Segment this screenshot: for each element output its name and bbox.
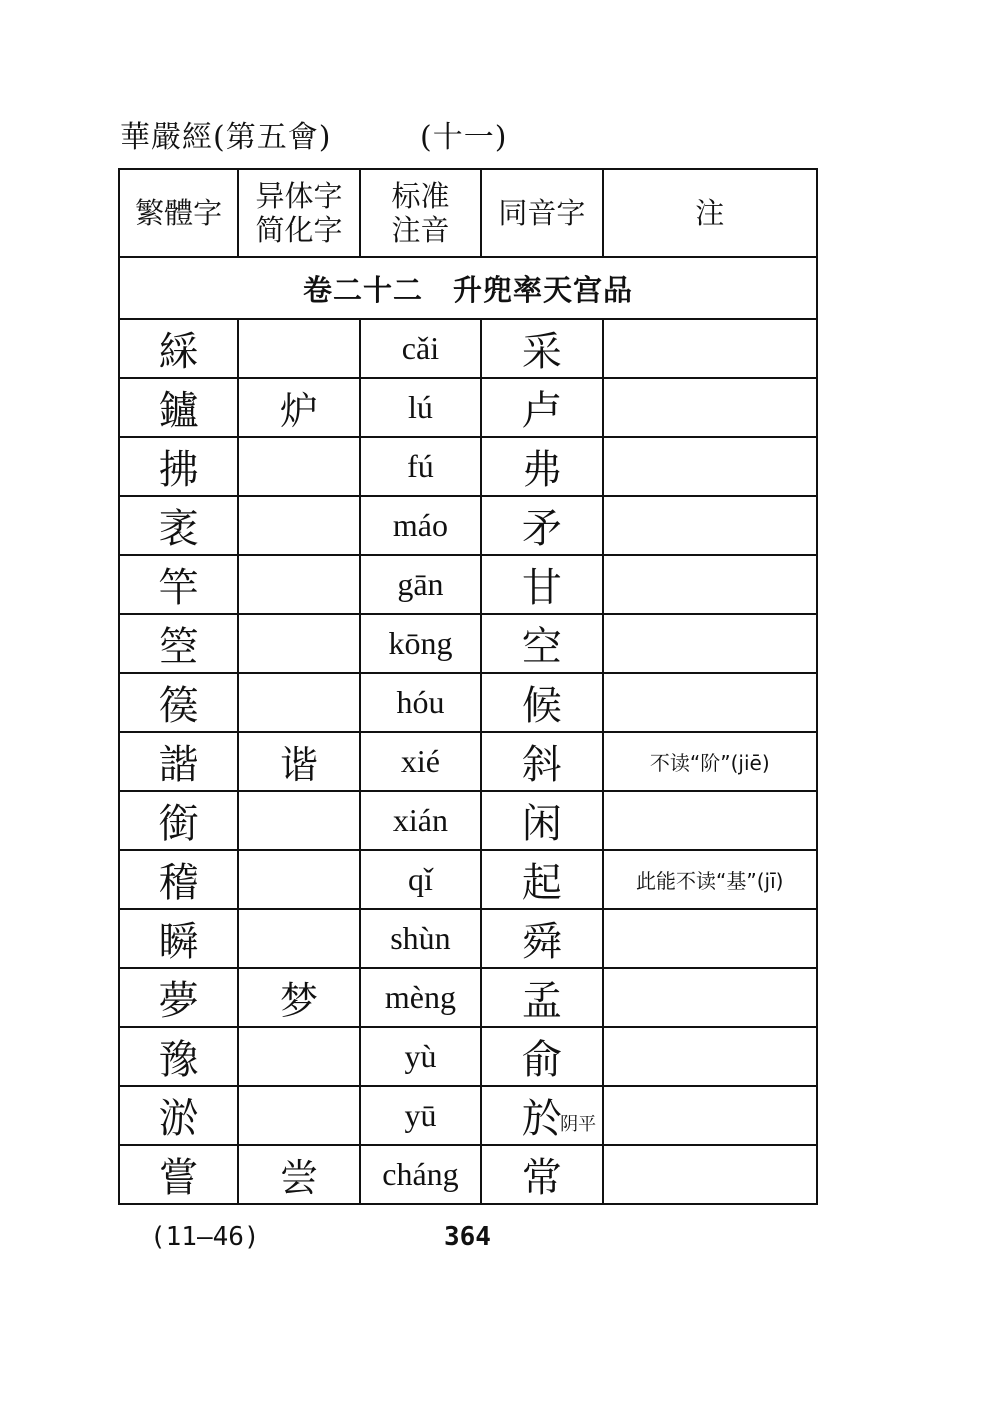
homophone-text: 甘 — [521, 565, 562, 611]
traditional-char-cell — [119, 614, 238, 673]
traditional-char-cell — [119, 732, 238, 791]
homophone-text: 空 — [521, 624, 562, 670]
pinyin-text: fú — [407, 448, 434, 484]
traditional-char-text: 鑪 — [158, 388, 199, 434]
traditional-char-cell — [119, 1145, 238, 1204]
homophone-text: 斜 — [521, 742, 562, 788]
traditional-char-cell — [119, 555, 238, 614]
table-row — [119, 437, 817, 496]
traditional-char-text: 夢 — [158, 978, 199, 1024]
pinyin-cell — [360, 437, 481, 496]
traditional-char-cell — [119, 496, 238, 555]
traditional-char-cell — [119, 850, 238, 909]
homophone-text: 於 — [521, 1096, 562, 1142]
page-number: 364 — [444, 1222, 491, 1252]
homophone-text: 闲 — [521, 801, 562, 847]
col-header-variant — [238, 169, 359, 257]
pinyin-text: kōng — [388, 625, 453, 661]
variant-char-text: 梦 — [280, 979, 319, 1023]
pinyin-cell — [360, 732, 481, 791]
homophone-text: 弗 — [521, 447, 562, 493]
pinyin-cell — [360, 909, 481, 968]
homophone-cell — [481, 673, 602, 732]
variant-char-cell — [238, 1086, 359, 1145]
note-cell — [603, 791, 817, 850]
traditional-char-cell — [119, 319, 238, 378]
traditional-char-text: 銜 — [158, 801, 199, 847]
table-row — [119, 968, 817, 1027]
page-title: 華嚴經(第五會) — [120, 120, 332, 155]
traditional-char-text: 稽 — [158, 860, 199, 906]
col-header-variant-line1: 异体字 — [255, 179, 343, 213]
homophone-text: 候 — [521, 683, 562, 729]
table-row — [119, 614, 817, 673]
variant-char-cell — [238, 437, 359, 496]
pinyin-text: shùn — [390, 920, 451, 956]
note-cell — [603, 319, 817, 378]
table-row — [119, 909, 817, 968]
homophone-text: 卢 — [521, 388, 562, 434]
note-text: 不读“阶”(jiē) — [649, 751, 770, 775]
table-row — [119, 850, 817, 909]
homophone-cell — [481, 1145, 602, 1204]
homophone-text: 舜 — [521, 919, 562, 965]
table-row — [119, 791, 817, 850]
traditional-char-text: 篌 — [158, 683, 199, 729]
note-cell — [603, 1086, 817, 1145]
note-cell — [603, 968, 817, 1027]
note-text: 此能不读“基”(jī) — [636, 869, 784, 893]
pinyin-cell — [360, 968, 481, 1027]
pinyin-cell — [360, 673, 481, 732]
col-header-variant-line2: 简化字 — [255, 213, 343, 247]
traditional-char-cell — [119, 673, 238, 732]
homophone-text: 起 — [521, 860, 562, 906]
homophone-text: 矛 — [521, 506, 562, 552]
note-cell — [603, 1145, 817, 1204]
variant-char-cell — [238, 791, 359, 850]
table-row — [119, 1145, 817, 1204]
pinyin-cell — [360, 378, 481, 437]
variant-char-cell — [238, 673, 359, 732]
variant-char-cell — [238, 496, 359, 555]
variant-char-cell — [238, 555, 359, 614]
col-header-pinyin — [360, 169, 481, 257]
traditional-char-text: 竿 — [158, 565, 199, 611]
traditional-char-text: 袤 — [158, 506, 199, 552]
traditional-char-cell — [119, 968, 238, 1027]
pinyin-text: yù — [404, 1038, 437, 1074]
pinyin-text: yū — [404, 1097, 437, 1133]
variant-char-cell — [238, 378, 359, 437]
homophone-text: 孟 — [521, 978, 562, 1024]
note-cell — [603, 909, 817, 968]
tone-label: 阴平 — [560, 1114, 597, 1135]
pinyin-cell — [360, 496, 481, 555]
homophone-cell — [481, 614, 602, 673]
table-row — [119, 496, 817, 555]
traditional-char-text: 瞬 — [158, 919, 199, 965]
table-row — [119, 732, 817, 791]
homophone-text: 常 — [521, 1155, 562, 1201]
volume-number: (十一) — [420, 120, 508, 155]
traditional-char-text: 箜 — [158, 624, 199, 670]
glossary-table — [118, 168, 818, 1205]
note-cell — [603, 555, 817, 614]
traditional-char-cell — [119, 437, 238, 496]
traditional-char-cell — [119, 909, 238, 968]
pinyin-text: máo — [392, 507, 448, 543]
homophone-cell — [481, 968, 602, 1027]
traditional-char-text: 諧 — [158, 742, 199, 788]
variant-char-cell — [238, 850, 359, 909]
col-header-pinyin-line1: 标准 — [391, 179, 450, 213]
traditional-char-cell — [119, 378, 238, 437]
homophone-cell — [481, 909, 602, 968]
note-cell — [603, 437, 817, 496]
traditional-char-text: 淤 — [158, 1096, 199, 1142]
pinyin-text: lú — [408, 389, 433, 425]
variant-char-cell — [238, 732, 359, 791]
note-cell — [603, 614, 817, 673]
note-cell — [603, 496, 817, 555]
variant-char-text: 谐 — [280, 743, 319, 787]
variant-char-cell — [238, 614, 359, 673]
note-cell — [603, 1027, 817, 1086]
homophone-cell — [481, 791, 602, 850]
variant-char-cell — [238, 319, 359, 378]
pinyin-cell — [360, 319, 481, 378]
pinyin-cell — [360, 1086, 481, 1145]
traditional-char-cell — [119, 791, 238, 850]
variant-char-text: 炉 — [280, 389, 319, 433]
pinyin-text: hóu — [396, 684, 445, 720]
homophone-cell — [481, 732, 602, 791]
pinyin-cell — [360, 1145, 481, 1204]
variant-char-cell — [238, 968, 359, 1027]
traditional-char-cell — [119, 1086, 238, 1145]
variant-char-cell — [238, 909, 359, 968]
pinyin-text: cǎi — [401, 330, 440, 366]
col-header-pinyin-line2: 注音 — [391, 213, 450, 247]
pinyin-cell — [360, 614, 481, 673]
traditional-char-text: 拂 — [158, 447, 199, 493]
traditional-char-text: 嘗 — [158, 1155, 199, 1201]
footer-code: (11—46) — [150, 1222, 260, 1252]
pinyin-text: gān — [397, 566, 444, 602]
homophone-text: 俞 — [521, 1037, 562, 1083]
col-header-note: 注 — [603, 169, 817, 257]
pinyin-cell — [360, 555, 481, 614]
pinyin-text: mèng — [384, 979, 456, 1015]
pinyin-text: qǐ — [408, 861, 433, 897]
homophone-cell — [481, 378, 602, 437]
pinyin-cell — [360, 791, 481, 850]
pinyin-cell — [360, 1027, 481, 1086]
table-row — [119, 1086, 817, 1145]
homophone-cell — [481, 496, 602, 555]
col-header-traditional: 繁體字 — [119, 169, 238, 257]
table-row — [119, 673, 817, 732]
traditional-char-text: 綵 — [158, 329, 199, 375]
homophone-cell — [481, 437, 602, 496]
pinyin-text: xié — [400, 743, 440, 779]
homophone-cell — [481, 1027, 602, 1086]
homophone-cell — [481, 1086, 602, 1145]
variant-char-cell — [238, 1145, 359, 1204]
traditional-char-cell — [119, 1027, 238, 1086]
note-cell — [603, 378, 817, 437]
homophone-cell — [481, 850, 602, 909]
homophone-cell — [481, 555, 602, 614]
table-row — [119, 319, 817, 378]
header-row — [119, 169, 817, 257]
table-row — [119, 1027, 817, 1086]
variant-char-text: 尝 — [280, 1156, 319, 1200]
table-row — [119, 555, 817, 614]
note-cell — [603, 673, 817, 732]
col-header-homophone: 同音字 — [481, 169, 602, 257]
variant-char-cell — [238, 1027, 359, 1086]
chapter-row — [119, 257, 817, 319]
pinyin-cell — [360, 850, 481, 909]
homophone-cell — [481, 319, 602, 378]
table-row — [119, 378, 817, 437]
pinyin-text: xián — [392, 802, 448, 838]
traditional-char-text: 豫 — [158, 1037, 199, 1083]
note-cell — [603, 732, 817, 791]
homophone-text: 采 — [521, 329, 562, 375]
pinyin-text: cháng — [382, 1156, 459, 1192]
chapter-heading: 卷二十二 升兜率天宫品 — [119, 257, 817, 319]
note-cell — [603, 850, 817, 909]
